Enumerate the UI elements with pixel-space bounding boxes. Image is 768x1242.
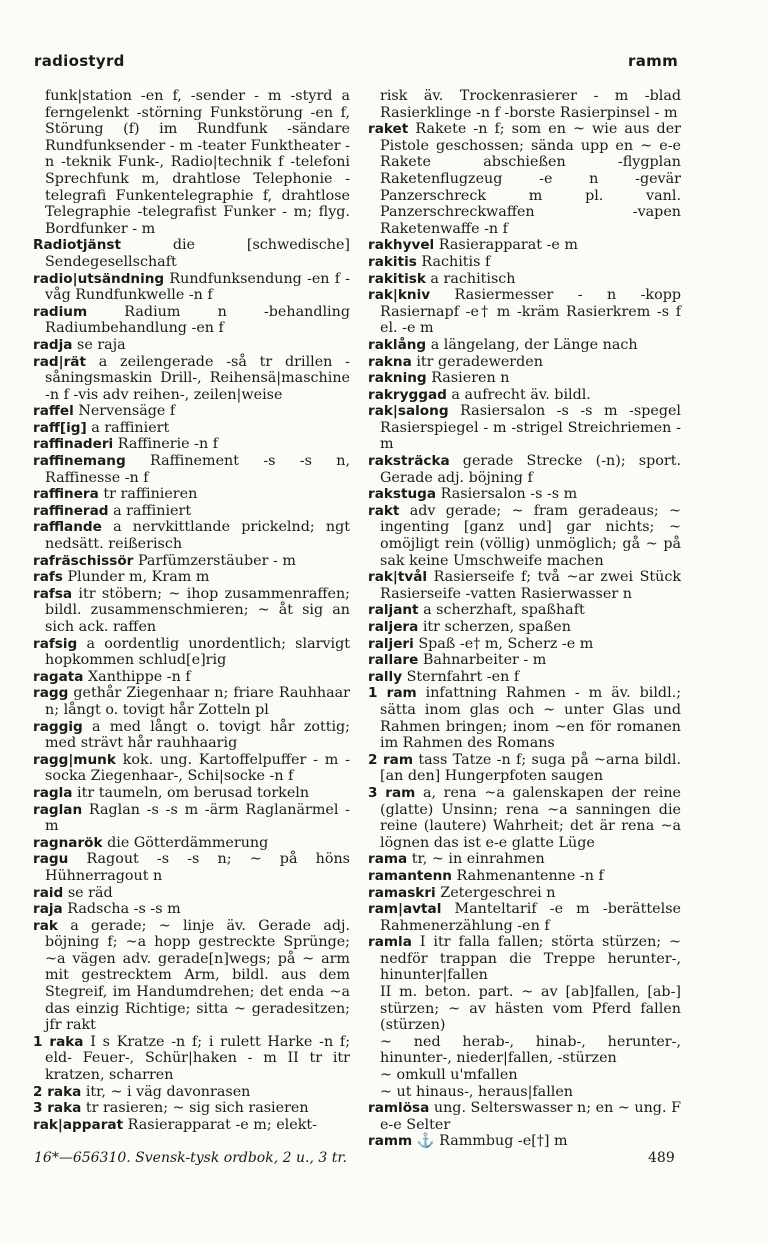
- dictionary-entry: [368, 569, 681, 602]
- entry-text: a längelang, der Länge nach: [430, 336, 638, 353]
- dictionary-entry: [33, 486, 350, 503]
- dictionary-entry: [33, 453, 350, 486]
- entry-text: Zetergeschrei n: [440, 884, 556, 901]
- dictionary-entry: [33, 271, 350, 304]
- dictionary-entry: [33, 669, 350, 686]
- entry-headword: rafsa: [33, 585, 73, 602]
- dictionary-entry: [33, 1084, 350, 1101]
- entry-text: itr geradewerden: [416, 353, 543, 370]
- entry-headword: 2 raka: [33, 1083, 82, 1100]
- dictionary-entry: [368, 503, 681, 569]
- entry-text: gethår Ziegenhaar n; friare Rauhhaar n; långt o. tovigt hår Zotteln pl: [45, 685, 350, 718]
- entry-headword: ramantenn: [368, 867, 452, 884]
- dictionary-entry: [368, 1067, 681, 1084]
- dictionary-entry: [368, 370, 681, 387]
- entry-text: I itr falla fallen; störta stürzen; ~ nedför trappan die Treppe herunter-, hinunter|fallen: [380, 934, 682, 984]
- dictionary-entry: [368, 652, 681, 669]
- dictionary-entry: [33, 337, 350, 354]
- dictionary-entry: [33, 569, 350, 586]
- entry-headword: raljant: [368, 602, 419, 619]
- entry-text: Ragout -s -s n; ~ på höns Hühnerragout n: [45, 851, 350, 884]
- entry-text: Xanthippe -n f: [88, 668, 191, 685]
- entry-headword: rakna: [368, 353, 412, 370]
- entry-text: Manteltarif -e m -berättelse Rahmenerzählung -en f: [380, 901, 681, 934]
- dictionary-entry: [33, 851, 350, 884]
- dictionary-entry: [33, 885, 350, 902]
- dictionary-entry: [368, 237, 681, 254]
- dictionary-entry: [33, 636, 350, 669]
- entry-headword: raff[ig]: [33, 419, 87, 436]
- entry-text: ~ omkull u'mfallen: [380, 1067, 518, 1084]
- entry-headword: rad|rät: [33, 353, 86, 370]
- entry-text: Bahnarbeiter - m: [422, 652, 547, 669]
- entry-headword: rakitis: [368, 253, 417, 270]
- entry-text: Rasierseife f; två ~ar zwei Stück Rasierseife -vatten Rasierwasser n: [380, 569, 681, 602]
- entry-text: Rasiermesser - n -kopp Rasiernapf -e† m -kräm Rasierkrem -s f el. -e m: [380, 287, 681, 337]
- entry-text: Raglan -s -s m -ärm Raglanärmel - m: [45, 801, 350, 835]
- entry-text: a nervkittlande prickelnd; ngt nedsätt. reißerisch: [45, 519, 350, 553]
- entry-headword: raljera: [368, 619, 419, 635]
- entry-text: tass Tatze -n f; suga på ~arna bildl. [an den] Hungerpfoten saugen: [380, 751, 682, 785]
- entry-headword: rak|tvål: [368, 569, 428, 586]
- entry-text: risk äv. Trockenrasierer - m -blad Rasierklinge -n f -borste Rasierpinsel - m: [380, 88, 681, 121]
- dictionary-entry: [368, 254, 681, 271]
- entry-text: a zeilengerade -så tr drillen -såningsmaskin Drill-, Reihensä|maschine -n f -vis adv reihen-, zeilen|weise: [45, 353, 350, 403]
- entry-text: Spaß -e† m, Scherz -e m: [418, 635, 594, 652]
- dictionary-entry: [368, 602, 681, 619]
- dictionary-entry: [33, 586, 350, 636]
- entry-headword: raglan: [33, 801, 83, 818]
- entry-text: a gerade; ~ linje äv. Gerade adj. böjning f; ~a hopp gestreckte Sprünge; ~a vägen adv. gerade[n]wegs; på ~ arm mit gestrecktem Arm, bildl. aus dem Stegreif, im Handumdrehen; det enda ~a das einzig Richtige; sitta ~ geradesitzen; jfr rakt: [45, 917, 350, 1034]
- dictionary-entry: [368, 785, 681, 851]
- entry-text: ~ ned herab-, hinab-, herunter-, hinunter-, nieder|fallen, -stürzen: [380, 1033, 681, 1067]
- entry-headword: radja: [33, 336, 73, 353]
- dictionary-entry: [368, 885, 681, 902]
- dictionary-entry: [368, 752, 681, 785]
- dictionary-entry: [368, 453, 681, 486]
- entry-headword: rakitisk: [368, 270, 426, 287]
- dictionary-entry: [368, 354, 681, 371]
- dictionary-entry: [33, 237, 350, 270]
- entry-text: ung. Selterswasser n; en ~ ung. F e-e Selter: [380, 1100, 681, 1133]
- dictionary-entry: [33, 901, 350, 918]
- dictionary-entry: [33, 436, 350, 453]
- entry-text: tr, ~ in einrahmen: [411, 851, 545, 868]
- entry-headword: ramla: [368, 934, 412, 951]
- dictionary-entry: [368, 669, 681, 686]
- entry-headword: rak|salong: [368, 403, 449, 420]
- entry-text: itr, ~ i väg davonrasen: [85, 1083, 251, 1100]
- entry-text: a med långt o. tovigt hår zottig; med strävt hår rauhhaarig: [45, 718, 350, 752]
- running-head-left: radiostyrd: [34, 52, 125, 70]
- entry-text: Radscha -s -s m: [67, 901, 181, 918]
- entry-headword: ramlösa: [368, 1100, 430, 1117]
- entry-headword: 3 raka: [33, 1100, 82, 1117]
- entry-headword: rally: [368, 668, 403, 685]
- entry-text: a oordentlig unordentlich; slarvigt hopkommen schlud[e]rig: [45, 635, 350, 669]
- dictionary-entry: [33, 553, 350, 570]
- entry-text: Rundfunksendung -en f -våg Rundfunkwelle -n f: [45, 270, 351, 304]
- entry-text: Rakete -n f; som en ~ wie aus der Pistole geschossen; sända upp en ~ e-e Rakete abschießen -flygplan Raketenflugzeug -e n -gevär Panzerschreck m pl. vanl. Panzerschreckwaffen -vapen Raketenwaffe -n f: [380, 121, 681, 237]
- entry-text: funk|station -en f, -sender - m -styrd a ferngelenkt -störning Funkstörung -en f, Störung (f) im Rundfunk -sändare Rundfunksender - m -teater Funktheater - n -teknik Funk-, Radio|technik f -telefoni Sprechfunk m, drahtlose Telephonie -telegrafi Funkentelegraphie f, drahtlose Telegraphie -telegrafist Funker - m; flyg. Bordfunker - m: [45, 88, 350, 237]
- dictionary-entry: [368, 868, 681, 885]
- entry-text: gerade Strecke (-n); sport. Gerade adj. böjning f: [380, 453, 681, 486]
- entry-text: Nervensäge f: [78, 403, 176, 420]
- dictionary-entry: [33, 752, 350, 785]
- dictionary-entry: [368, 984, 681, 1034]
- entry-headword: ragg|munk: [33, 751, 116, 768]
- entry-headword: rakt: [368, 502, 400, 519]
- entry-headword: ram|avtal: [368, 901, 442, 918]
- dictionary-entry: [33, 403, 350, 420]
- entry-text: Plunder m, Kram m: [67, 569, 210, 586]
- entry-text: tr rasieren; ~ sig sich rasieren: [85, 1100, 309, 1117]
- entry-text: a aufrecht äv. bildl.: [451, 386, 591, 403]
- entry-text: itr taumeln, om berusad torkeln: [77, 784, 310, 801]
- entry-headword: raid: [33, 884, 64, 901]
- entry-text: Rasierapparat -e m; elekt-: [127, 1116, 317, 1133]
- entry-headword: raksträcka: [368, 453, 450, 470]
- dictionary-entry: [368, 934, 681, 984]
- entry-headword: raljeri: [368, 635, 414, 652]
- entry-headword: raffinaderi: [33, 436, 114, 453]
- entry-text: Rachitis f: [421, 253, 491, 270]
- entry-headword: raffinerad: [33, 502, 109, 519]
- entry-headword: rakstuga: [368, 486, 437, 503]
- entry-headword: Radiotjänst: [33, 237, 121, 254]
- entry-text: Rahmenantenne -n f: [456, 867, 604, 884]
- entry-headword: rafflande: [33, 519, 102, 536]
- entry-headword: 1 ram: [368, 685, 417, 702]
- entry-headword: raket: [368, 121, 409, 138]
- dictionary-entry: [33, 354, 350, 404]
- entry-text: Rasiersalon -s -s m -spegel Rasierspiegel - m -strigel Streichriemen - m: [380, 403, 682, 453]
- dictionary-entry: [368, 88, 681, 121]
- dictionary-entry: [33, 420, 350, 437]
- dictionary-entry: [33, 88, 350, 237]
- dictionary-entry: [33, 685, 350, 718]
- dictionary-entry: [33, 918, 350, 1034]
- entry-text: Rasiersalon -s -s m: [440, 486, 578, 503]
- entry-headword: raja: [33, 901, 63, 918]
- entry-text: Rasierapparat -e m: [438, 237, 578, 254]
- dictionary-entry: [368, 287, 681, 337]
- entry-headword: raffinemang: [33, 453, 126, 470]
- entry-text: infattning Rahmen - m äv. bildl.; sätta inom glas och ~ unter Glas und Rahmen bringen; inom ~en för romanen im Rahmen des Romans: [380, 685, 682, 752]
- entry-text: Rasieren n: [431, 370, 510, 387]
- entry-headword: 2 ram: [368, 751, 414, 768]
- dictionary-entry: [368, 636, 681, 653]
- dictionary-entry: [368, 1084, 681, 1101]
- entry-text: Sternfahrt -en f: [406, 668, 520, 685]
- dictionary-entry: [33, 835, 350, 852]
- entry-text: Parfümzerstäuber - m: [137, 552, 296, 569]
- dictionary-entry: [368, 486, 681, 503]
- dictionary-entry: [368, 851, 681, 868]
- entry-headword: ragu: [33, 851, 69, 868]
- entry-text: Raffinerie -n f: [117, 436, 219, 453]
- entry-headword: ragla: [33, 784, 73, 801]
- entry-text: se räd: [67, 884, 113, 901]
- dictionary-entry: [33, 519, 350, 552]
- entry-text: kok. ung. Kartoffelpuffer - m -socka Ziegenhaar-, Schi|socke -n f: [45, 751, 350, 785]
- entry-headword: rakryggad: [368, 386, 447, 403]
- entry-text: tr raffinieren: [103, 486, 198, 503]
- entry-headword: rakning: [368, 370, 427, 387]
- dictionary-entry: [368, 387, 681, 404]
- dictionary-entry: [368, 337, 681, 354]
- dictionary-entry: [33, 503, 350, 520]
- entry-headword: radium: [33, 303, 88, 320]
- entry-headword: rafsig: [33, 635, 78, 652]
- entry-text: ⚓ Rammbug -e[†] m: [416, 1133, 568, 1150]
- entry-headword: raffinera: [33, 486, 99, 503]
- entry-headword: ramm: [368, 1133, 413, 1150]
- dictionary-entry: [368, 121, 681, 237]
- entry-text: die Götterdämmerung: [107, 834, 269, 851]
- entry-text: II m. beton. part. ~ av [ab]fallen, [ab-] stürzen; ~ av hästen vom Pferd fallen (stürzen): [380, 984, 681, 1034]
- dictionary-entry: [33, 1117, 350, 1134]
- dictionary-entry: [368, 619, 681, 636]
- footer-imprint: 16*—656310. Svensk-tysk ordbok, 2 u., 3 tr.: [34, 1150, 347, 1166]
- entry-text: a, rena ~a galenskapen der reine (glatte) Unsinn; rena ~a sanningen die reine (lautere) Wahrheit; det är rena ~a lögnen das ist e-e glatte Lüge: [380, 784, 681, 851]
- dictionary-entry: [33, 802, 350, 835]
- entry-headword: ramaskri: [368, 884, 436, 901]
- entry-headword: ragnarök: [33, 834, 103, 851]
- dictionary-entry: [33, 719, 350, 752]
- entry-headword: raggig: [33, 718, 83, 735]
- entry-headword: rakhyvel: [368, 237, 435, 254]
- entry-headword: rafs: [33, 569, 63, 586]
- dictionary-entry: [33, 304, 350, 337]
- entry-headword: 3 ram: [368, 784, 416, 801]
- entry-headword: rafräschissör: [33, 552, 134, 569]
- dictionary-entry: [368, 403, 681, 453]
- entry-text: Raffinement -s -s n, Raffinesse -n f: [45, 453, 350, 486]
- entry-headword: ragata: [33, 668, 84, 685]
- entry-text: itr scherzen, spaßen: [422, 619, 571, 635]
- entry-headword: radio|utsändning: [33, 270, 165, 287]
- entry-headword: rallare: [368, 652, 419, 669]
- entry-text: a raffiniert: [113, 502, 192, 519]
- entry-text: Radium n -behandling Radiumbehandlung -en f: [45, 303, 350, 337]
- entry-text: die [schwedische] Sendegesellschaft: [45, 237, 351, 270]
- dictionary-entry: [368, 685, 681, 751]
- entry-text: se raja: [77, 336, 126, 353]
- entry-text: adv gerade; ~ fram geradeaus; ~ ingenting [ganz und] gar nichts; ~ omöjligt rein (völlig) unmöglich; gå ~ på sak keine Umschweife machen: [380, 502, 682, 569]
- dictionary-entry: [368, 901, 681, 934]
- entry-headword: raklång: [368, 336, 427, 353]
- entry-headword: 1 raka: [33, 1033, 84, 1050]
- entry-headword: rak|kniv: [368, 287, 431, 304]
- dictionary-entry: [368, 271, 681, 288]
- dictionary-entry: [368, 1100, 681, 1133]
- entry-headword: raffel: [33, 403, 74, 420]
- entry-text: ~ ut hinaus-, heraus|fallen: [380, 1083, 574, 1100]
- dictionary-entry: [33, 1100, 350, 1117]
- entry-headword: rak|apparat: [33, 1116, 124, 1133]
- entry-text: I s Kratze -n f; i rulett Harke -n f; eld- Feuer-, Schür|haken - m II tr itr kratzen, scharren: [45, 1033, 351, 1084]
- entry-text: a scherzhaft, spaßhaft: [423, 602, 585, 619]
- entry-text: itr stöbern; ~ ihop zusammenraffen; bildl. zusammenschmieren; ~ åt sig an sich ack. raffen: [45, 585, 350, 635]
- entry-headword: rak: [33, 917, 58, 934]
- dictionary-entry: [33, 785, 350, 802]
- running-head-right: ramm: [628, 52, 678, 70]
- dictionary-entry: [33, 1034, 350, 1084]
- left-column: [33, 88, 350, 1133]
- page-number: 489: [648, 1150, 675, 1166]
- entry-text: a rachitisch: [430, 270, 516, 287]
- dictionary-entry: [368, 1133, 681, 1150]
- right-column: [368, 88, 681, 1150]
- entry-text: a raffiniert: [91, 419, 170, 436]
- entry-headword: ragg: [33, 685, 69, 702]
- entry-headword: rama: [368, 851, 408, 868]
- dictionary-entry: [368, 1034, 681, 1067]
